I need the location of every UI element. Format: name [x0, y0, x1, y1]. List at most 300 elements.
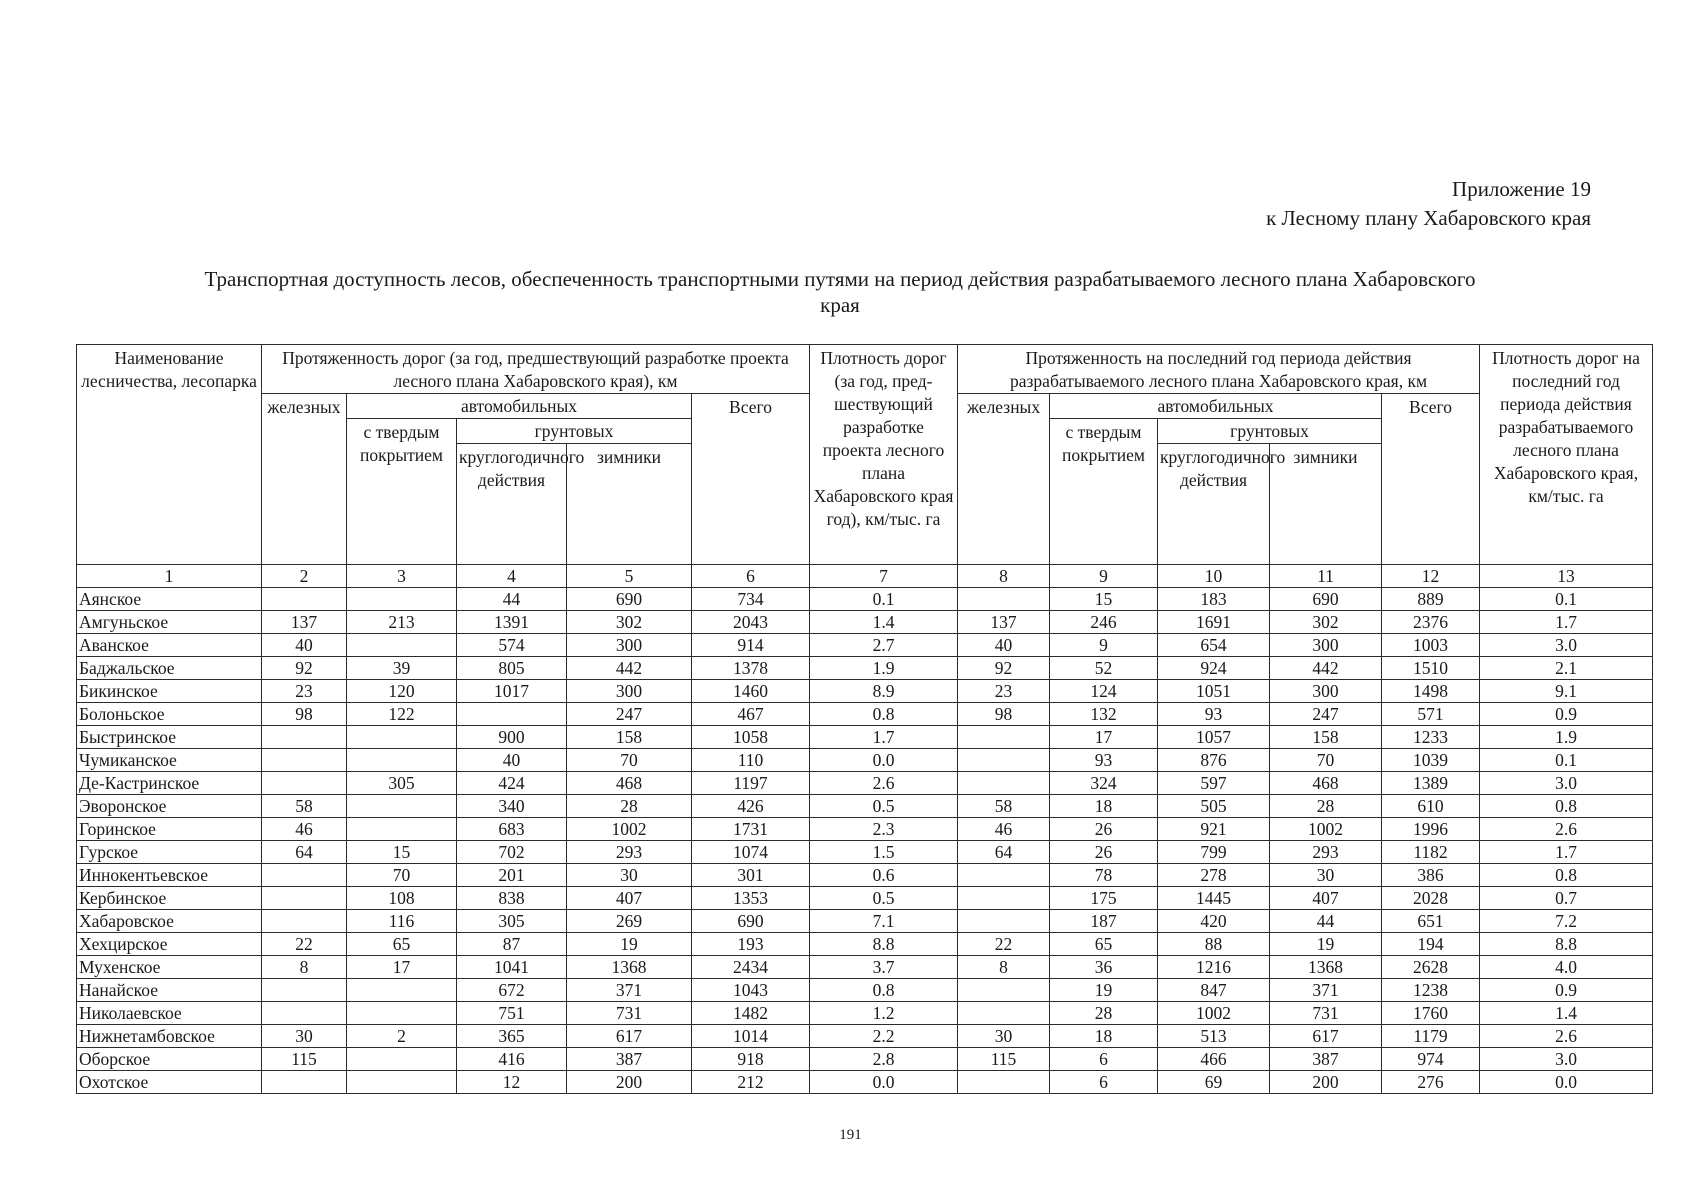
table-cell: 23: [262, 680, 347, 703]
table-cell: 1389: [1382, 772, 1480, 795]
table-cell: 1002: [567, 818, 692, 841]
header-yearround-prev: круглогодичного действия: [457, 444, 567, 565]
title-line-2: края: [820, 293, 860, 317]
table-cell: 731: [567, 1002, 692, 1025]
table-cell: 6: [1050, 1048, 1158, 1071]
appendix-reference: к Лесному плану Хабаровского края: [1266, 206, 1591, 230]
table-cell: 6: [1050, 1071, 1158, 1094]
table-cell: 0.6: [810, 864, 958, 887]
table-cell: [262, 864, 347, 887]
table-cell: 2434: [692, 956, 810, 979]
table-cell: 0.0: [1480, 1071, 1653, 1094]
forestry-name-cell: Амгуньское: [77, 611, 262, 634]
table-cell: 87: [457, 933, 567, 956]
table-cell: [347, 1002, 457, 1025]
forestry-name-cell: Аванское: [77, 634, 262, 657]
table-cell: 183: [1158, 588, 1270, 611]
table-cell: 300: [567, 634, 692, 657]
column-number: 3: [347, 565, 457, 588]
table-cell: 8: [262, 956, 347, 979]
table-cell: 137: [958, 611, 1050, 634]
table-cell: 371: [567, 979, 692, 1002]
table-cell: 672: [457, 979, 567, 1002]
column-number: 10: [1158, 565, 1270, 588]
table-cell: 8.8: [810, 933, 958, 956]
table-cell: [347, 726, 457, 749]
table-cell: 302: [1270, 611, 1382, 634]
table-cell: 468: [567, 772, 692, 795]
header-hard-last: с твердым покрытием: [1050, 419, 1158, 565]
table-cell: [262, 749, 347, 772]
table-cell: 2043: [692, 611, 810, 634]
forestry-name-cell: Хабаровское: [77, 910, 262, 933]
table-cell: 92: [958, 657, 1050, 680]
table-row: [77, 726, 1653, 749]
table-cell: 0.8: [810, 979, 958, 1002]
table-row: [77, 703, 1653, 726]
table-row: [77, 588, 1653, 611]
table-cell: 18: [1050, 1025, 1158, 1048]
table-cell: 1002: [1158, 1002, 1270, 1025]
table-cell: 918: [692, 1048, 810, 1071]
table-cell: 247: [1270, 703, 1382, 726]
table-cell: 2.6: [1480, 818, 1653, 841]
table-cell: 110: [692, 749, 810, 772]
table-cell: 246: [1050, 611, 1158, 634]
table-body: [77, 588, 1653, 1094]
column-number: 9: [1050, 565, 1158, 588]
header-winter-prev: зимники: [567, 444, 692, 565]
table-cell: 19: [567, 933, 692, 956]
table-cell: 1017: [457, 680, 567, 703]
forestry-name-cell: Быстринское: [77, 726, 262, 749]
column-number: 12: [1382, 565, 1480, 588]
table-cell: 276: [1382, 1071, 1480, 1094]
table-row: [77, 887, 1653, 910]
table-cell: 1.9: [810, 657, 958, 680]
table-cell: 1691: [1158, 611, 1270, 634]
table-cell: 442: [1270, 657, 1382, 680]
table-cell: 734: [692, 588, 810, 611]
header-hard-prev: с твердым покрытием: [347, 419, 457, 565]
table-cell: [958, 588, 1050, 611]
title-line-1: Транспортная доступность лесов, обеспеченность транспортными путями на период действия разрабатываемого лесного плана Хабаровского: [204, 267, 1476, 291]
table-cell: 30: [567, 864, 692, 887]
table-cell: 838: [457, 887, 567, 910]
forestry-name-cell: Нанайское: [77, 979, 262, 1002]
table-cell: 1.4: [1480, 1002, 1653, 1025]
page-number: 191: [839, 1127, 862, 1143]
table-cell: 200: [567, 1071, 692, 1094]
forestry-name-cell: Нижнетамбовское: [77, 1025, 262, 1048]
table-cell: 2628: [1382, 956, 1480, 979]
forestry-name-cell: Гурское: [77, 841, 262, 864]
table-cell: [457, 703, 567, 726]
appendix-number: Приложение 19: [1452, 177, 1591, 201]
table-cell: 1051: [1158, 680, 1270, 703]
table-cell: [262, 772, 347, 795]
table-cell: 305: [457, 910, 567, 933]
table-cell: 17: [347, 956, 457, 979]
table-cell: [347, 818, 457, 841]
table-cell: 93: [1050, 749, 1158, 772]
table-cell: 365: [457, 1025, 567, 1048]
table-cell: 924: [1158, 657, 1270, 680]
table-cell: 1003: [1382, 634, 1480, 657]
table-row: [77, 795, 1653, 818]
forestry-name-cell: Бикинское: [77, 680, 262, 703]
header-total-last: Всего: [1382, 394, 1480, 565]
table-cell: 52: [1050, 657, 1158, 680]
table-cell: 407: [567, 887, 692, 910]
table-cell: [958, 1002, 1050, 1025]
table-cell: 0.9: [1480, 703, 1653, 726]
table-cell: 1731: [692, 818, 810, 841]
table-cell: 702: [457, 841, 567, 864]
table-cell: 1039: [1382, 749, 1480, 772]
table-cell: [347, 795, 457, 818]
table-cell: 3.0: [1480, 772, 1653, 795]
table-cell: 683: [457, 818, 567, 841]
column-number: 6: [692, 565, 810, 588]
forestry-name-cell: Баджальское: [77, 657, 262, 680]
table-cell: 269: [567, 910, 692, 933]
table-cell: 78: [1050, 864, 1158, 887]
table-cell: 4.0: [1480, 956, 1653, 979]
table-cell: 416: [457, 1048, 567, 1071]
table-cell: 426: [692, 795, 810, 818]
table-cell: 300: [1270, 680, 1382, 703]
table-cell: 300: [567, 680, 692, 703]
forestry-name-cell: Де-Кастринское: [77, 772, 262, 795]
table-row: [77, 910, 1653, 933]
forestry-name-cell: Болоньское: [77, 703, 262, 726]
table-cell: 17: [1050, 726, 1158, 749]
table-cell: 39: [347, 657, 457, 680]
table-row: [77, 1048, 1653, 1071]
table-cell: 46: [262, 818, 347, 841]
table-cell: 654: [1158, 634, 1270, 657]
table-cell: [958, 864, 1050, 887]
table-cell: [958, 910, 1050, 933]
table-cell: 70: [567, 749, 692, 772]
table-cell: 8.8: [1480, 933, 1653, 956]
table-cell: 914: [692, 634, 810, 657]
table-cell: 8: [958, 956, 1050, 979]
table-cell: 1.2: [810, 1002, 958, 1025]
table-cell: [262, 726, 347, 749]
forestry-name-cell: Чумиканское: [77, 749, 262, 772]
table-cell: [262, 910, 347, 933]
table-cell: [958, 726, 1050, 749]
table-cell: 1.7: [810, 726, 958, 749]
document-title: [90, 266, 1590, 318]
table-cell: 28: [567, 795, 692, 818]
forestry-name-cell: Иннокентьевское: [77, 864, 262, 887]
table-cell: [958, 979, 1050, 1002]
table-cell: 387: [567, 1048, 692, 1071]
table-cell: 28: [1270, 795, 1382, 818]
table-cell: 120: [347, 680, 457, 703]
table-cell: 617: [567, 1025, 692, 1048]
table-cell: 1.9: [1480, 726, 1653, 749]
table-cell: 1368: [1270, 956, 1382, 979]
table-cell: 137: [262, 611, 347, 634]
table-cell: 340: [457, 795, 567, 818]
table-cell: 201: [457, 864, 567, 887]
table-cell: [958, 887, 1050, 910]
table-cell: 293: [567, 841, 692, 864]
table-cell: 805: [457, 657, 567, 680]
table-cell: 15: [1050, 588, 1158, 611]
table-cell: 30: [262, 1025, 347, 1048]
table-cell: [262, 887, 347, 910]
table-cell: [262, 1002, 347, 1025]
table-cell: [958, 1071, 1050, 1094]
table-cell: 22: [262, 933, 347, 956]
table-cell: 115: [958, 1048, 1050, 1071]
table-cell: 442: [567, 657, 692, 680]
table-cell: 3.7: [810, 956, 958, 979]
table-cell: 921: [1158, 818, 1270, 841]
table-cell: 1996: [1382, 818, 1480, 841]
table-cell: [347, 634, 457, 657]
table-cell: 115: [262, 1048, 347, 1071]
table-cell: 386: [1382, 864, 1480, 887]
table-cell: 30: [958, 1025, 1050, 1048]
header-dirt-last: грунтовых: [1158, 419, 1382, 444]
column-numbers-row: [77, 565, 1653, 588]
table-cell: 158: [567, 726, 692, 749]
table-cell: 371: [1270, 979, 1382, 1002]
table-row: [77, 749, 1653, 772]
table-row: [77, 864, 1653, 887]
table-cell: 98: [262, 703, 347, 726]
table-cell: 1197: [692, 772, 810, 795]
table-cell: 1.7: [1480, 841, 1653, 864]
table-cell: 2.6: [810, 772, 958, 795]
table-cell: 1041: [457, 956, 567, 979]
table-cell: 108: [347, 887, 457, 910]
transport-accessibility-table: [76, 344, 1653, 1094]
table-cell: 1043: [692, 979, 810, 1002]
table-cell: 64: [262, 841, 347, 864]
forestry-name-cell: Николаевское: [77, 1002, 262, 1025]
table-cell: 0.0: [810, 1071, 958, 1094]
table-cell: 1182: [1382, 841, 1480, 864]
table-cell: 2028: [1382, 887, 1480, 910]
table-cell: 467: [692, 703, 810, 726]
table-cell: 876: [1158, 749, 1270, 772]
table-cell: 22: [958, 933, 1050, 956]
table-cell: 2.8: [810, 1048, 958, 1071]
table-cell: 70: [1270, 749, 1382, 772]
column-number: 11: [1270, 565, 1382, 588]
table-cell: 2: [347, 1025, 457, 1048]
table-cell: 2376: [1382, 611, 1480, 634]
table-cell: 278: [1158, 864, 1270, 887]
table-cell: 751: [457, 1002, 567, 1025]
table-cell: 116: [347, 910, 457, 933]
table-cell: 505: [1158, 795, 1270, 818]
table-cell: 40: [958, 634, 1050, 657]
header-rail-prev: железных: [262, 394, 347, 565]
table-cell: 1760: [1382, 1002, 1480, 1025]
table-cell: 1498: [1382, 680, 1480, 703]
table-cell: [347, 979, 457, 1002]
table-cell: 175: [1050, 887, 1158, 910]
table-cell: 2.6: [1480, 1025, 1653, 1048]
table-cell: 98: [958, 703, 1050, 726]
table-cell: 193: [692, 933, 810, 956]
table-cell: 1058: [692, 726, 810, 749]
table-cell: 2.3: [810, 818, 958, 841]
column-number: 4: [457, 565, 567, 588]
table-cell: 690: [692, 910, 810, 933]
table-cell: 1.4: [810, 611, 958, 634]
table-cell: 93: [1158, 703, 1270, 726]
table-cell: 69: [1158, 1071, 1270, 1094]
table-cell: 36: [1050, 956, 1158, 979]
table-cell: 1.7: [1480, 611, 1653, 634]
table-cell: 15: [347, 841, 457, 864]
header-yearround-last: круглогодичного действия: [1158, 444, 1270, 565]
table-cell: 1014: [692, 1025, 810, 1048]
forestry-name-cell: Аянское: [77, 588, 262, 611]
header-name: Наименование лесничества, лесопарка: [77, 345, 262, 565]
table-cell: 65: [347, 933, 457, 956]
table-cell: 1353: [692, 887, 810, 910]
table-cell: 200: [1270, 1071, 1382, 1094]
forestry-name-cell: Мухенское: [77, 956, 262, 979]
table-cell: 513: [1158, 1025, 1270, 1048]
forestry-name-cell: Горинское: [77, 818, 262, 841]
table-cell: 65: [1050, 933, 1158, 956]
header-density-prev: Плотность дорог (за год, пред-шествующий разработке проекта лесного плана Хабаровского края год), км/тыс. га: [810, 345, 958, 565]
table-cell: 12: [457, 1071, 567, 1094]
column-number: 8: [958, 565, 1050, 588]
table-cell: 0.5: [810, 887, 958, 910]
forestry-name-cell: Хехцирское: [77, 933, 262, 956]
table-cell: 26: [1050, 818, 1158, 841]
table-cell: 26: [1050, 841, 1158, 864]
table-cell: 571: [1382, 703, 1480, 726]
table-cell: [958, 772, 1050, 795]
table-row: [77, 933, 1653, 956]
forestry-name-cell: Оборское: [77, 1048, 262, 1071]
table-cell: 900: [457, 726, 567, 749]
table-cell: [262, 588, 347, 611]
table-cell: 847: [1158, 979, 1270, 1002]
table-cell: 30: [1270, 864, 1382, 887]
column-number: 2: [262, 565, 347, 588]
table-row: [77, 634, 1653, 657]
table-cell: 574: [457, 634, 567, 657]
table-cell: 407: [1270, 887, 1382, 910]
table-cell: 9: [1050, 634, 1158, 657]
table-cell: 0.9: [1480, 979, 1653, 1002]
column-number: 13: [1480, 565, 1653, 588]
table-cell: [347, 1071, 457, 1094]
table-cell: [347, 588, 457, 611]
table-cell: 1216: [1158, 956, 1270, 979]
table-cell: 301: [692, 864, 810, 887]
table-row: [77, 1002, 1653, 1025]
table-cell: 28: [1050, 1002, 1158, 1025]
table-row: [77, 611, 1653, 634]
table-cell: 88: [1158, 933, 1270, 956]
table-header: [77, 345, 1653, 588]
table-cell: 0.8: [1480, 864, 1653, 887]
table-cell: 18: [1050, 795, 1158, 818]
table-row: [77, 979, 1653, 1002]
table-cell: 1460: [692, 680, 810, 703]
table-row: [77, 1071, 1653, 1094]
table-cell: 889: [1382, 588, 1480, 611]
table-cell: 7.1: [810, 910, 958, 933]
table-cell: [347, 749, 457, 772]
table-cell: 324: [1050, 772, 1158, 795]
table-cell: 194: [1382, 933, 1480, 956]
table-cell: 40: [262, 634, 347, 657]
table-cell: 64: [958, 841, 1050, 864]
table-cell: 974: [1382, 1048, 1480, 1071]
table-cell: 23: [958, 680, 1050, 703]
table-cell: 212: [692, 1071, 810, 1094]
table-cell: [347, 1048, 457, 1071]
header-dirt-prev: грунтовых: [457, 419, 692, 444]
table-cell: 420: [1158, 910, 1270, 933]
column-number: 7: [810, 565, 958, 588]
table-row: [77, 772, 1653, 795]
table-cell: 2.1: [1480, 657, 1653, 680]
table-cell: 1368: [567, 956, 692, 979]
table-cell: 597: [1158, 772, 1270, 795]
table-cell: 1074: [692, 841, 810, 864]
table-cell: 305: [347, 772, 457, 795]
table-cell: 731: [1270, 1002, 1382, 1025]
table-cell: 0.8: [1480, 795, 1653, 818]
table-cell: 1391: [457, 611, 567, 634]
table-row: [77, 680, 1653, 703]
table-row: [77, 818, 1653, 841]
table-cell: 44: [457, 588, 567, 611]
column-number: 1: [77, 565, 262, 588]
table-cell: 651: [1382, 910, 1480, 933]
table-cell: 1482: [692, 1002, 810, 1025]
table-cell: 132: [1050, 703, 1158, 726]
table-cell: 40: [457, 749, 567, 772]
table-cell: 1510: [1382, 657, 1480, 680]
table-cell: 0.1: [1480, 588, 1653, 611]
table-cell: 2.2: [810, 1025, 958, 1048]
table-cell: 1.5: [810, 841, 958, 864]
table-cell: 387: [1270, 1048, 1382, 1071]
table-cell: 44: [1270, 910, 1382, 933]
table-cell: 466: [1158, 1048, 1270, 1071]
forestry-name-cell: Эворонское: [77, 795, 262, 818]
table-cell: 690: [567, 588, 692, 611]
table-cell: 3.0: [1480, 634, 1653, 657]
table-cell: 0.7: [1480, 887, 1653, 910]
table-cell: 247: [567, 703, 692, 726]
table-cell: 0.8: [810, 703, 958, 726]
table-cell: [262, 1071, 347, 1094]
table-cell: 1378: [692, 657, 810, 680]
table-cell: 610: [1382, 795, 1480, 818]
table-cell: 617: [1270, 1025, 1382, 1048]
table-cell: 424: [457, 772, 567, 795]
